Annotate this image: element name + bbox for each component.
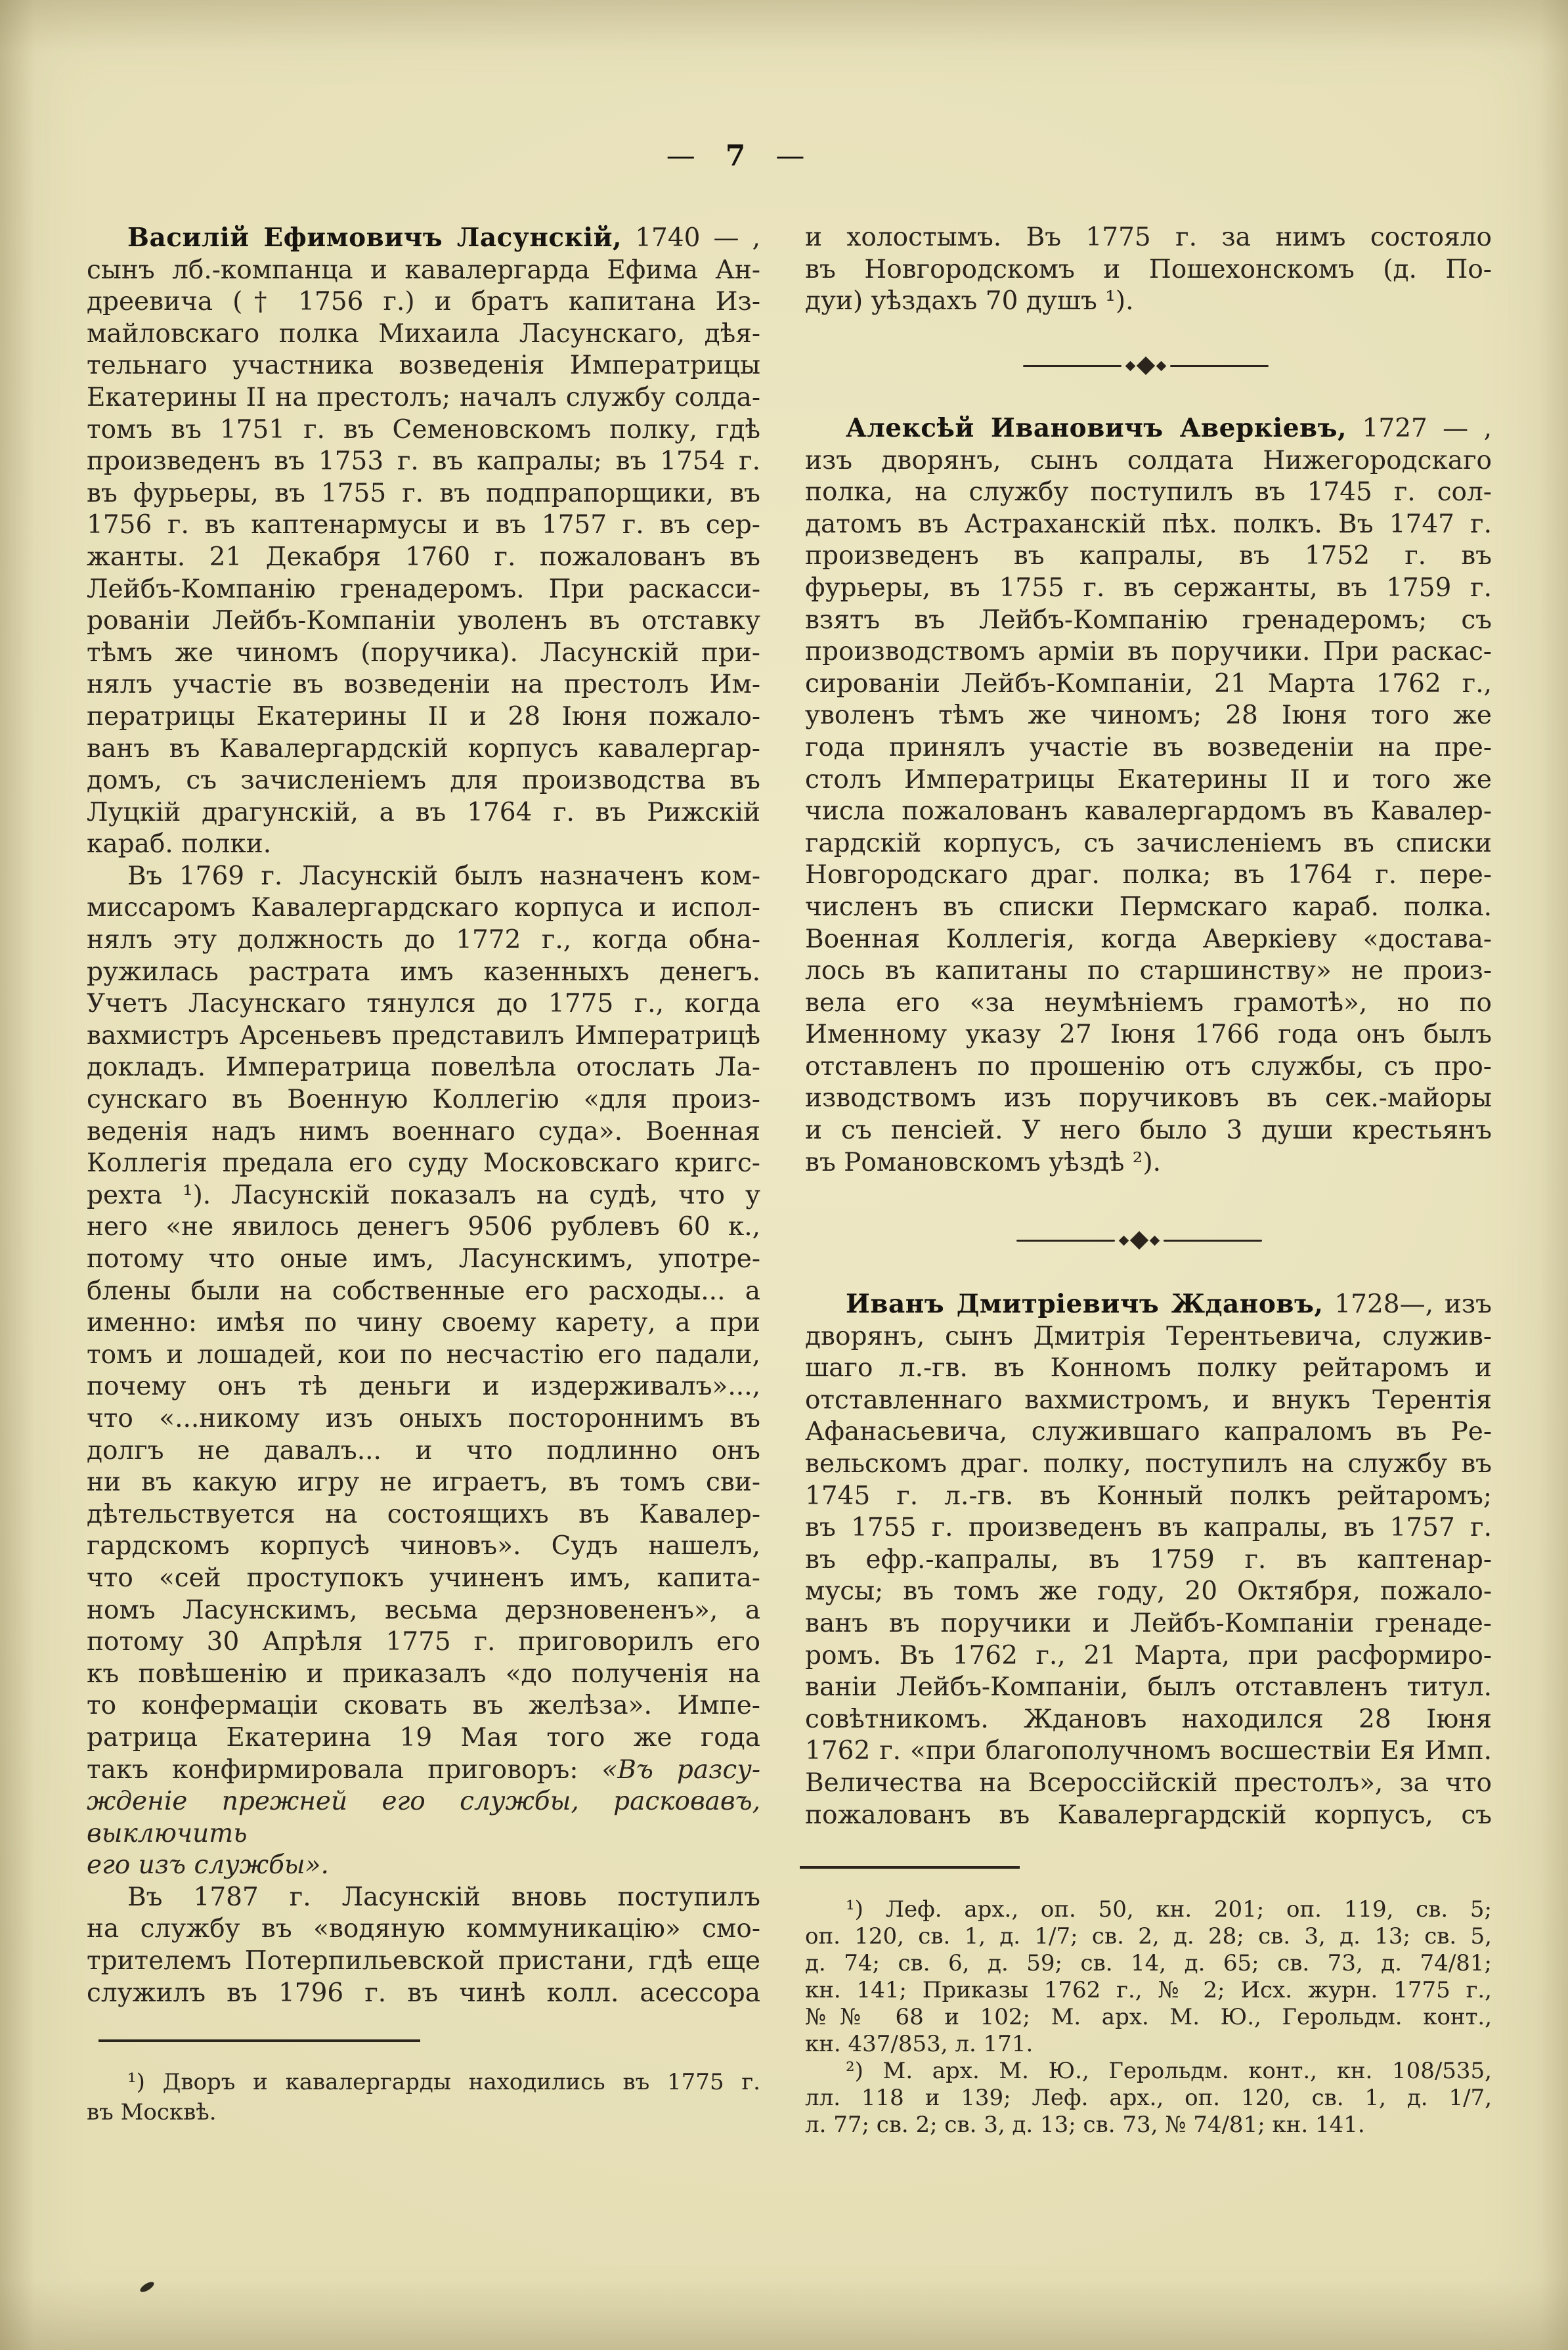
text-line: жденіе прежней его службы, расковавъ, выключить: [87, 1787, 760, 1848]
text-line: Екатерины II на престолъ; началъ службу солда-: [87, 382, 760, 412]
page-header: [630, 139, 840, 173]
divider-small-diamond-icon: [1125, 360, 1136, 371]
section-divider: [1016, 1233, 1262, 1248]
text-line: производствомъ арміи въ поручики. При раскас-: [805, 637, 1492, 667]
text-line: служилъ въ 1796 г. въ чинѣ колл. асессора: [87, 1978, 760, 2008]
text-line: него «не явилось денегъ 9506 рублевъ 60 к.,: [87, 1212, 760, 1242]
text-line: ратрица Екатерина 19 Мая того же года: [87, 1722, 760, 1752]
text-line: въ 1755 г. произведенъ въ капралы, въ 1757 г.: [805, 1513, 1492, 1543]
text-line: изъ дворянъ, сынъ солдата Нижегородскаго: [805, 445, 1492, 475]
entry-heading-line: Алексѣй Ивановичъ Аверкіевъ, 1727 — ,: [846, 413, 1492, 443]
divider-small-diamond-icon: [1156, 360, 1167, 371]
text-line: л. 77; св. 2; св. 3, д. 13; св. 73, № 74/81; кн. 141.: [805, 2112, 1365, 2138]
right-column-entry-zhdanov: [805, 1288, 1492, 1831]
ink-speck: [139, 2280, 156, 2294]
text-line: миссаромъ Кавалергардскаго корпуса и испол-: [87, 893, 760, 923]
divider-small-diamond-icon: [1150, 1235, 1160, 1246]
text-line: вельскомъ драг. полку, поступилъ на службу въ: [805, 1448, 1492, 1479]
header-dash-left: —: [666, 139, 695, 173]
text-line: отставленнаго вахмистромъ, и внукъ Терентія: [805, 1385, 1492, 1415]
divider-diamond-icon: [1130, 1231, 1148, 1250]
divider-line-icon: [1016, 1240, 1115, 1242]
right-footnote-rule: [800, 1866, 1020, 1869]
text-line: года принялъ участіе въ возведеніи на пре-: [805, 732, 1492, 762]
text-line: дѣтельствуется на состоящихъ въ Кавалер-: [87, 1499, 760, 1529]
text-line: №№ 68 и 102; М. арх. М. Ю., Герольдм. конт.,: [805, 2004, 1492, 2030]
text-line: сунскаго въ Военную Коллегію «для произ-: [87, 1085, 760, 1115]
left-footnote-rule: [98, 2039, 420, 2042]
text-line: уволенъ тѣмъ же чиномъ; 28 Іюня того же: [805, 701, 1492, 731]
text-line: его изъ службы».: [87, 1850, 329, 1881]
text-line: отставленъ по прошенію отъ службы, съ про-: [805, 1051, 1492, 1081]
text-line: тѣмъ же чиномъ (поручика). Ласунскій при-: [87, 638, 760, 668]
text-line: гардскій корпусъ, съ зачисленіемъ въ списки: [805, 828, 1492, 858]
text-line: Въ 1787 г. Ласунскій вновь поступилъ: [127, 1882, 760, 1912]
text-line: Афанасьевича, служившаго капраломъ въ Ре-: [805, 1417, 1492, 1447]
text-line: шаго л.-гв. въ Конномъ полку рейтаромъ и: [805, 1353, 1492, 1383]
right-column-continuation: [805, 222, 1492, 318]
text-line: Именному указу 27 Іюня 1766 года онъ былъ: [805, 1020, 1492, 1050]
text-line: ванъ въ Кавалергардскій корпусъ кавалергар-: [87, 733, 760, 764]
text-line: рехта ¹). Ласунскій показалъ на судѣ, что у: [87, 1180, 760, 1210]
text-line: домъ, съ зачисленіемъ для производства въ: [87, 766, 760, 796]
text-line: столъ Императрицы Екатерины II и того же: [805, 764, 1492, 794]
text-line: веденія надъ нимъ военнаго суда». Военная: [87, 1116, 760, 1146]
text-line: номъ Ласунскимъ, весьма дерзновененъ», а: [87, 1595, 760, 1625]
text-line: томъ въ 1751 г. въ Семеновскомъ полку, гдѣ: [87, 414, 760, 445]
text-line: тельнаго участника возведенія Императрицы: [87, 351, 760, 381]
text-line: д. 74; св. 6, д. 59; св. 14, д. 65; св. 73, д. 74/81;: [805, 1950, 1492, 1976]
text-line: Коллегія предала его суду Московскаго кригс-: [87, 1148, 760, 1179]
text-line: Въ 1769 г. Ласунскій былъ назначенъ ком-: [127, 861, 760, 891]
text-line: то конфермаціи сковать въ желѣза». Импе-: [87, 1691, 760, 1721]
text-line: пожалованъ въ Кавалергардскій корпусъ, съ: [805, 1800, 1492, 1830]
text-line: что «сей проступокъ учиненъ имъ, капита-: [87, 1563, 760, 1593]
text-line: полка, на службу поступилъ въ 1745 г. сол-: [805, 477, 1492, 508]
page-number: 7: [725, 139, 746, 173]
text-line: сынъ лб.-компанца и кавалергарда Ефима Ан-: [87, 255, 760, 285]
text-line: вела его «за неумѣніемъ грамотѣ», но по: [805, 988, 1492, 1018]
text-line: нялъ эту должность до 1772 г., когда обна-: [87, 925, 760, 955]
text-line: сированіи Лейбъ-Компаніи, 21 Марта 1762 г.,: [805, 668, 1492, 699]
section-divider: [1023, 359, 1269, 373]
text-line: почему онъ тѣ деньги и издерживалъ»...,: [87, 1372, 760, 1402]
text-line: ¹) Леф. арх., оп. 50, кн. 201; оп. 119, св. 5;: [846, 1896, 1492, 1923]
text-line: дворянъ, сынъ Дмитрія Терентьевича, служив-: [805, 1321, 1492, 1351]
text-line: оп. 120, св. 1, д. 1/7; св. 2, д. 28; св. 3, д. 13; св. 5,: [805, 1923, 1492, 1949]
divider-diamond-icon: [1137, 357, 1155, 375]
text-line: караб. полки.: [87, 829, 272, 859]
text-line: ¹) Дворъ и кавалергарды находились въ 1775 г.: [127, 2069, 760, 2095]
text-line: томъ и лошадей, кои по несчастію его падали,: [87, 1339, 760, 1370]
text-line: майловскаго полка Михаила Ласунскаго, дѣя-: [87, 318, 760, 349]
text-line: и холостымъ. Въ 1775 г. за нимъ состояло: [805, 223, 1492, 252]
text-line: мусы; въ томъ же году, 20 Октября, пожало-: [805, 1577, 1492, 1607]
text-line: потому что оные имъ, Ласунскимъ, употре-: [87, 1244, 760, 1274]
text-line: трителемъ Потерпильевской пристани, гдѣ еще: [87, 1946, 760, 1976]
text-line: ромъ. Въ 1762 г., 21 Марта, при расформиро-: [805, 1640, 1492, 1670]
text-line: къ повѣшенію и приказалъ «до полученія на: [87, 1659, 760, 1689]
divider-line-icon: [1164, 1240, 1262, 1242]
text-line: произведенъ въ 1753 г. въ капралы; въ 1754 г.: [87, 446, 760, 477]
text-line: въ Москвѣ.: [87, 2099, 217, 2125]
text-line: на службу въ «водяную коммуникацію» смо-: [87, 1914, 760, 1944]
text-line: въ фурьеры, въ 1755 г. въ подпрапорщики, въ: [87, 478, 760, 508]
text-line: ваніи Лейбъ-Компаніи, былъ отставленъ титул.: [805, 1672, 1492, 1703]
text-line: произведенъ въ капралы, въ 1752 г. въ: [805, 541, 1492, 571]
text-line: такъ конфирмировала приговоръ: «Въ разсу-: [87, 1754, 760, 1785]
text-line: жанты. 21 Декабря 1760 г. пожалованъ въ: [87, 542, 760, 572]
divider-line-icon: [1170, 365, 1269, 367]
text-line: датомъ въ Астраханскій пѣх. полкъ. Въ 1747 г.: [805, 509, 1492, 539]
text-line: именно: имѣя по чину своему карету, а при: [87, 1308, 760, 1338]
text-line: лось въ капитаны по старшинству» не произ-: [805, 956, 1492, 986]
text-line: Лейбъ-Компанію гренадеромъ. При раскасси-: [87, 574, 760, 604]
text-line: ператрицы Екатерины II и 28 Іюня пожало-: [87, 701, 760, 731]
text-line: что «...никому изъ оныхъ постороннимъ въ: [87, 1403, 760, 1433]
text-line: ²) М. арх. М. Ю., Герольдм. конт., кн. 108/535,: [846, 2058, 1492, 2084]
text-line: въ ефр.-капралы, въ 1759 г. въ каптенар-: [805, 1544, 1492, 1575]
text-line: дуи) уѣздахъ 70 душъ ¹).: [805, 286, 1134, 316]
text-line: докладъ. Императрица повелѣла отослать Ла-: [87, 1053, 760, 1083]
text-line: взятъ въ Лейбъ-Компанію гренадеромъ; съ: [805, 605, 1492, 635]
text-line: числа пожалованъ кавалергардомъ въ Кавалер-: [805, 796, 1492, 827]
text-line: Величества на Всероссійскій престолъ», за что: [805, 1768, 1492, 1798]
text-line: 1745 г. л.-гв. въ Конный полкъ рейтаромъ;: [805, 1481, 1492, 1511]
text-line: изводствомъ изъ поручиковъ въ сек.-майоры: [805, 1083, 1492, 1114]
text-line: ванъ въ поручики и Лейбъ-Компаніи гренаде-: [805, 1608, 1492, 1638]
header-dash-right: —: [775, 139, 805, 173]
text-line: фурьеры, въ 1755 г. въ сержанты, въ 1759 г.: [805, 573, 1492, 603]
right-column-entry-averkiev: [805, 412, 1492, 1179]
text-line: совѣтникомъ. Ждановъ находился 28 Іюня: [805, 1704, 1492, 1734]
text-line: блены были на собственные его расходы... а: [87, 1276, 760, 1306]
text-line: Военная Коллегія, когда Аверкіеву «достава-: [805, 924, 1492, 954]
text-line: долгъ не давалъ... и что подлинно онъ: [87, 1435, 760, 1466]
text-line: Луцкій драгунскій, а въ 1764 г. въ Рижскій: [87, 797, 760, 827]
text-line: численъ въ списки Пермскаго караб. полка.: [805, 892, 1492, 922]
text-line: рованіи Лейбъ-Компаніи уволенъ въ отставку: [87, 606, 760, 636]
text-line: потому 30 Апрѣля 1775 г. приговорилъ его: [87, 1627, 760, 1657]
text-line: Новгородскаго драг. полка; въ 1764 г. пере-: [805, 860, 1492, 890]
right-column-footnotes: [805, 1896, 1492, 2139]
text-line: и съ пенсіей. У него было 3 души крестьянъ: [805, 1116, 1492, 1146]
text-line: въ Новгородскомъ и Пошехонскомъ (д. По-: [805, 254, 1492, 284]
text-line: въ Романовскомъ уѣздѣ ²).: [805, 1147, 1162, 1177]
text-line: дреевича († 1756 г.) и братъ капитана Из-: [87, 287, 760, 317]
left-column-footnotes: [87, 2067, 760, 2127]
text-line: 1756 г. въ каптенармусы и въ 1757 г. въ сер-: [87, 510, 760, 540]
text-line: 1762 г. «при благополучномъ восшествіи Ея Имп.: [805, 1736, 1492, 1766]
text-line: лл. 118 и 139; Леф. арх., оп. 120, св. 1, д. 1/7,: [805, 2085, 1492, 2111]
divider-small-diamond-icon: [1119, 1235, 1129, 1246]
text-line: кн. 141; Приказы 1762 г., № 2; Исх. журн. 1775 г.,: [805, 1977, 1492, 2003]
text-line: гардскомъ корпусѣ чиновъ». Судъ нашелъ,: [87, 1531, 760, 1561]
text-line: ни въ какую игру не играетъ, въ томъ сви-: [87, 1468, 760, 1498]
divider-line-icon: [1023, 365, 1122, 367]
left-column-text: [87, 222, 760, 2009]
text-line: Учетъ Ласунскаго тянулся до 1775 г., когда: [87, 989, 760, 1019]
text-line: вахмистръ Арсеньевъ представилъ Императрицѣ: [87, 1020, 760, 1051]
entry-heading-line: Иванъ Дмитріевичъ Ждановъ, 1728—, изъ: [846, 1289, 1492, 1319]
text-line: ружилась растрата имъ казенныхъ денегъ.: [87, 957, 760, 987]
text-line: кн. 437/853, л. 171.: [805, 2031, 1034, 2057]
entry-heading-line: Василій Ефимовичъ Ласунскій, 1740 — ,: [127, 223, 761, 253]
text-line: нялъ участіе въ возведеніи на престолъ Им-: [87, 670, 760, 700]
